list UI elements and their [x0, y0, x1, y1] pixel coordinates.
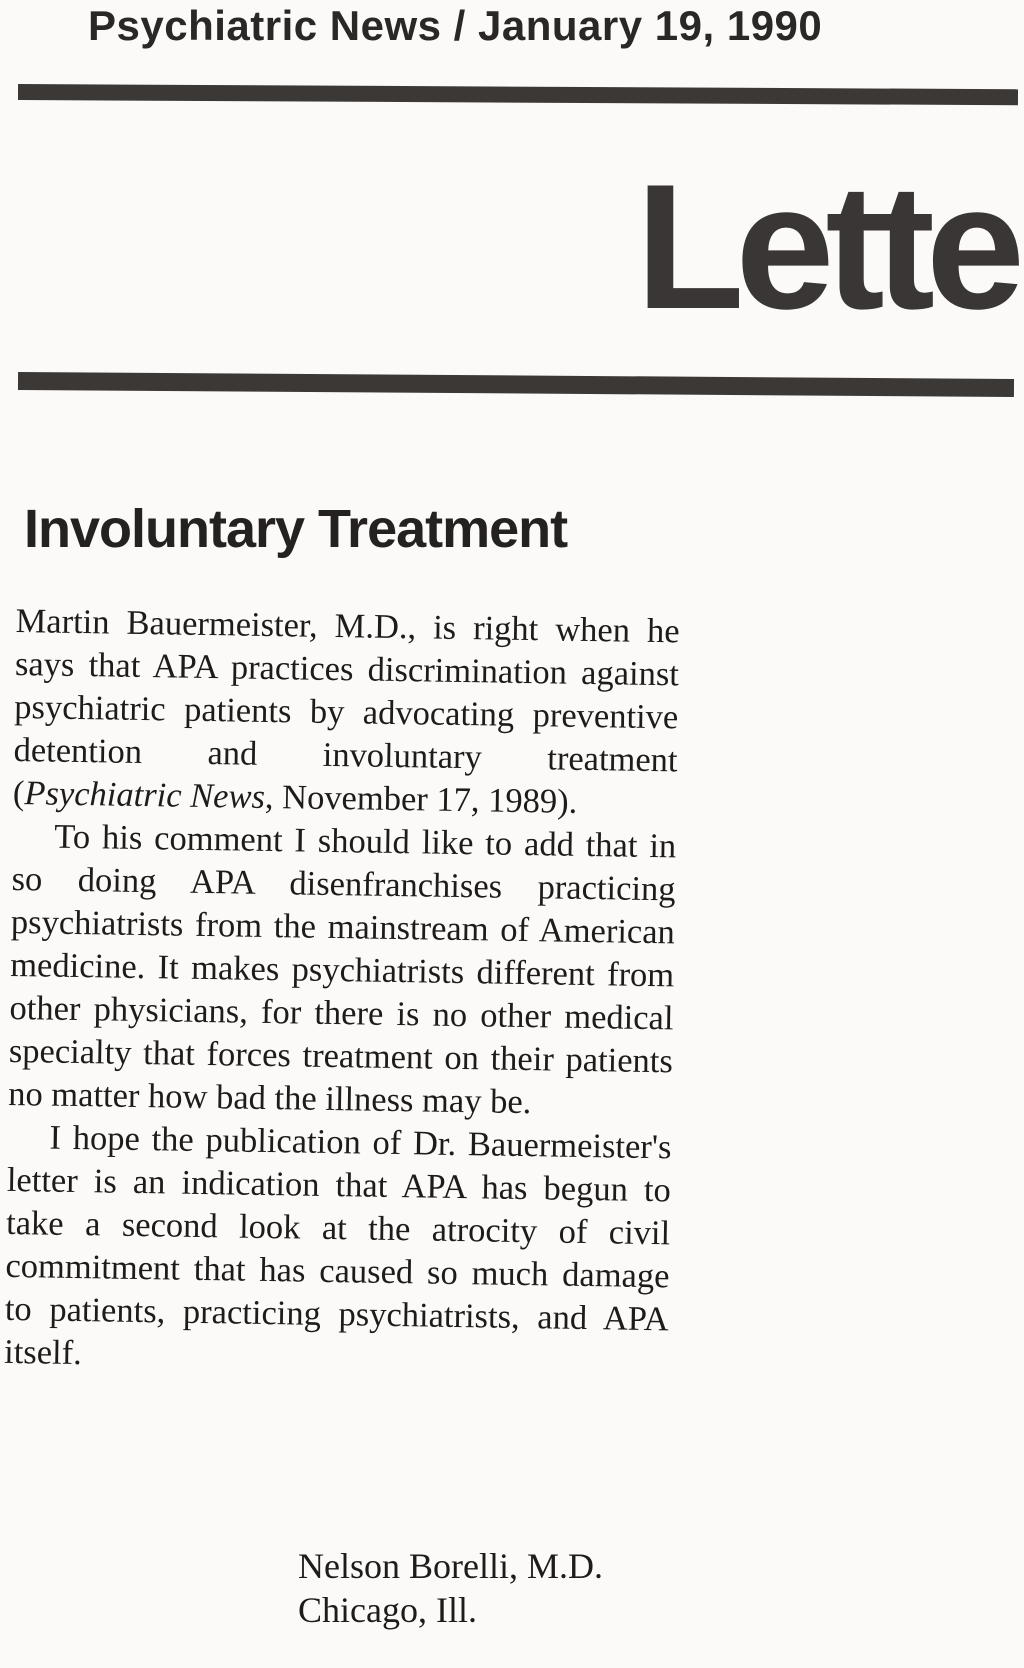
paragraph-3: I hope the publication of Dr. Bauermeister's letter is an indication that APA has begun to take a second look at the atrocity of civil commitment that has caused so much damage to patients, practicing psychiatrists, and APA itself. — [3, 1118, 672, 1373]
author-name: Nelson Borelli, M.D. — [298, 1546, 603, 1586]
top-divider — [18, 84, 1018, 105]
masthead: Psychiatric News / January 19, 1990 — [88, 2, 823, 49]
cited-publication: Psychiatric News — [24, 774, 266, 816]
paragraph-1-text: Martin Bauermeister, M.D., is right when he says that APA practices discrimination against psychiatric patients by advocating preventive detention and involuntary treatment ( — [12, 601, 680, 813]
paragraph-1-end: , November 17, 1989). — [264, 777, 578, 821]
section-title: Lette — [635, 147, 1016, 346]
article-body — [4, 600, 680, 1384]
bottom-divider — [18, 372, 1014, 397]
author-location: Chicago, Ill. — [298, 1590, 477, 1630]
paragraph-2: To his comment I should like to add that in so doing APA disenfranchises practicing psychiatrists from the mainstream of American medicine. It makes psychiatrists different from other physicians, for there is no other medical specialty that forces treatment on their patients no matter how bad the illness may be. — [7, 817, 677, 1122]
article-headline: Involuntary Treatment — [24, 499, 568, 559]
signature-block — [298, 1544, 603, 1632]
paragraph-1 — [13, 600, 680, 825]
